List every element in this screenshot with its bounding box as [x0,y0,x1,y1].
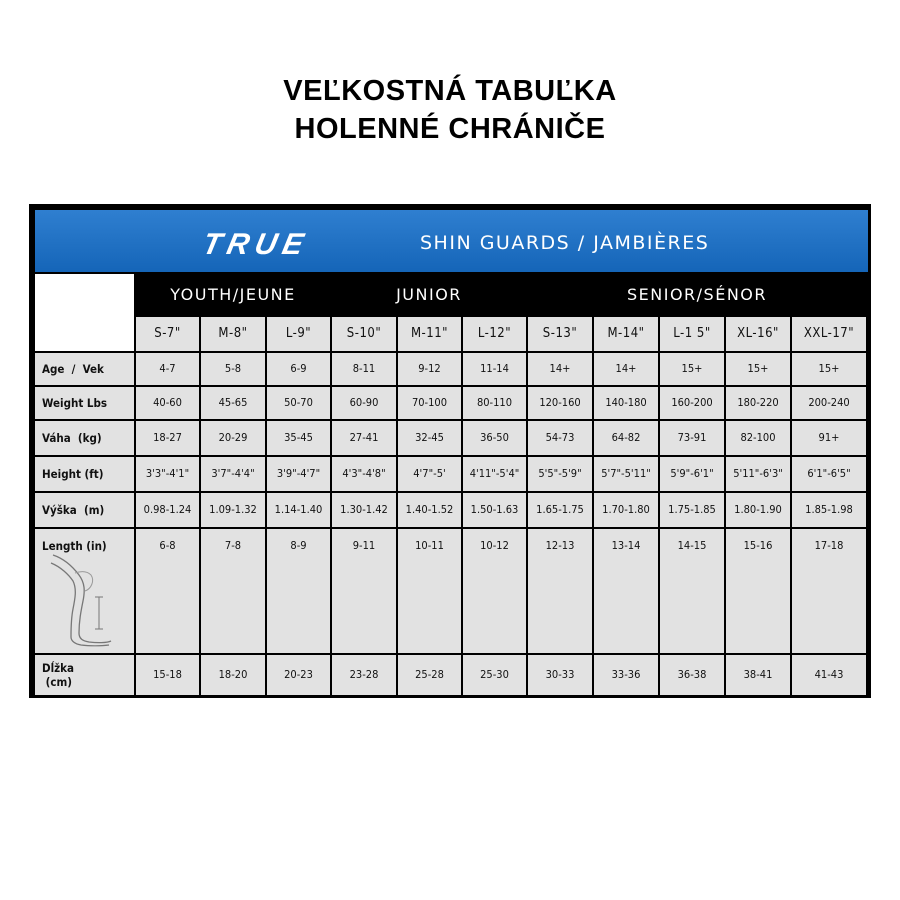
page-title-line1: VEĽKOSTNÁ TABUĽKA [283,75,617,107]
group-header: JUNIOR [332,272,526,317]
table-cell: 12-13 [528,529,592,653]
table-cell: 20-23 [267,655,330,695]
table-cell: 30-33 [528,655,592,695]
table-cell: 1.65-1.75 [528,493,592,527]
table-cell: 1.80-1.90 [726,493,790,527]
leg-measure-icon [49,549,121,649]
row-label: Váha (kg) [35,421,134,455]
table-cell: 1.30-1.42 [332,493,396,527]
table-cell: 35-45 [267,421,330,455]
table-cell: 20-29 [201,421,265,455]
group-header: YOUTH/JEUNE [136,272,330,317]
table-cell: 1.85-1.98 [792,493,866,527]
table-cell: 54-73 [528,421,592,455]
table-cell: 15-18 [136,655,199,695]
table-cell: 5'7"-5'11" [594,457,658,491]
table-cell: 5'11"-6'3" [726,457,790,491]
row-label: Length (in) [35,529,134,653]
table-cell: 7-8 [201,529,265,653]
table-cell: 1.40-1.52 [398,493,461,527]
row-label: Weight Lbs [35,387,134,419]
table-cell: 0.98-1.24 [136,493,199,527]
size-header: M-14" [594,317,658,351]
size-header: M-11" [398,317,461,351]
size-header: S-10" [332,317,396,351]
table-cell: 1.75-1.85 [660,493,724,527]
size-header: S-13" [528,317,592,351]
table-cell: 4'11"-5'4" [463,457,526,491]
table-cell: 3'7"-4'4" [201,457,265,491]
table-cell: 40-60 [136,387,199,419]
table-cell: 80-110 [463,387,526,419]
table-cell: 73-91 [660,421,724,455]
table-cell: 11-14 [463,353,526,385]
table-cell: 50-70 [267,387,330,419]
table-cell: 36-50 [463,421,526,455]
table-cell: 10-11 [398,529,461,653]
brand-logo: TRUE [199,228,313,261]
table-cell: 15+ [660,353,724,385]
size-header: M-8" [201,317,265,351]
table-cell: 25-30 [463,655,526,695]
table-cell: 15-16 [726,529,790,653]
table-cell: 120-160 [528,387,592,419]
table-cell: 45-65 [201,387,265,419]
banner-title: SHIN GUARDS / JAMBIÈRES [420,232,710,254]
row-label: Výška (m) [35,493,134,527]
size-header: L-9" [267,317,330,351]
table-cell: 180-220 [726,387,790,419]
corner-cell [35,274,134,351]
table-cell: 5-8 [201,353,265,385]
table-cell: 6'1"-6'5" [792,457,866,491]
brand-banner [35,210,868,272]
table-cell: 18-20 [201,655,265,695]
size-header: L-1 5" [660,317,724,351]
table-cell: 25-28 [398,655,461,695]
group-header: SENIOR/SÉNOR [528,272,866,317]
size-header: L-12" [463,317,526,351]
size-header: XXL-17" [792,317,866,351]
table-cell: 4-7 [136,353,199,385]
table-cell: 8-11 [332,353,396,385]
table-cell: 3'9"-4'7" [267,457,330,491]
table-cell: 3'3"-4'1" [136,457,199,491]
size-header: XL-16" [726,317,790,351]
table-cell: 32-45 [398,421,461,455]
table-cell: 5'5"-5'9" [528,457,592,491]
table-cell: 82-100 [726,421,790,455]
page-title-line2: HOLENNÉ CHRÁNIČE [294,113,606,145]
table-cell: 18-27 [136,421,199,455]
table-cell: 13-14 [594,529,658,653]
table-cell: 1.09-1.32 [201,493,265,527]
table-cell: 10-12 [463,529,526,653]
table-cell: 9-12 [398,353,461,385]
table-cell: 200-240 [792,387,866,419]
table-cell: 64-82 [594,421,658,455]
table-cell: 6-8 [136,529,199,653]
table-cell: 1.50-1.63 [463,493,526,527]
size-header: S-7" [136,317,199,351]
table-cell: 9-11 [332,529,396,653]
table-cell: 15+ [792,353,866,385]
table-cell: 14+ [594,353,658,385]
table-cell: 91+ [792,421,866,455]
row-label: Age / Vek [35,353,134,385]
table-cell: 160-200 [660,387,724,419]
table-cell: 38-41 [726,655,790,695]
table-cell: 14-15 [660,529,724,653]
table-cell: 4'3"-4'8" [332,457,396,491]
table-cell: 8-9 [267,529,330,653]
table-cell: 14+ [528,353,592,385]
table-cell: 27-41 [332,421,396,455]
table-cell: 33-36 [594,655,658,695]
row-label: Height (ft) [35,457,134,491]
table-cell: 23-28 [332,655,396,695]
row-label: Dĺžka (cm) [35,655,134,695]
table-cell: 5'9"-6'1" [660,457,724,491]
table-cell: 36-38 [660,655,724,695]
table-cell: 4'7"-5' [398,457,461,491]
table-cell: 1.14-1.40 [267,493,330,527]
table-cell: 60-90 [332,387,396,419]
table-cell: 140-180 [594,387,658,419]
table-cell: 70-100 [398,387,461,419]
size-chart [29,204,871,698]
table-cell: 17-18 [792,529,866,653]
table-cell: 41-43 [792,655,866,695]
table-cell: 6-9 [267,353,330,385]
table-cell: 15+ [726,353,790,385]
table-cell: 1.70-1.80 [594,493,658,527]
